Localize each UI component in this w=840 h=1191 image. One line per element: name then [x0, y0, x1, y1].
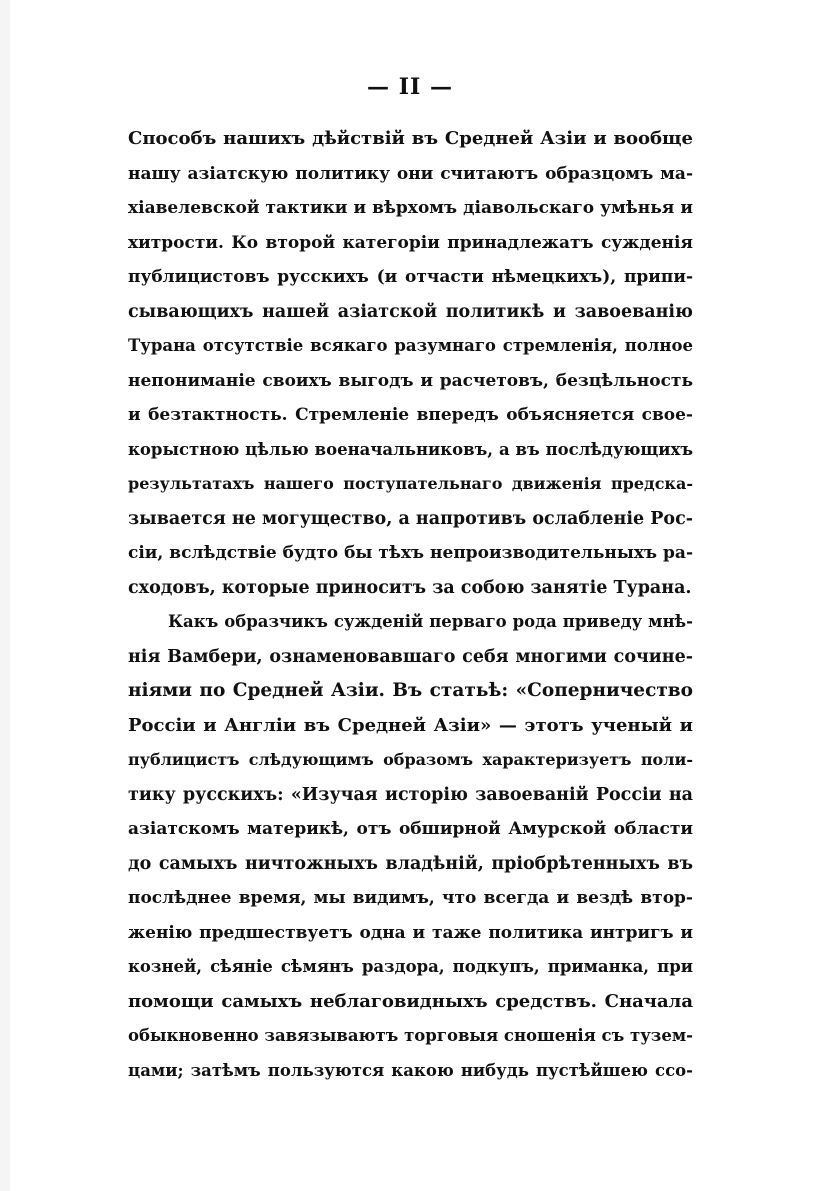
text-line: послѣднее время, мы видимъ, что всегда и вездѣ втор-: [128, 888, 693, 908]
text-line: сходовъ, которые приноситъ за собою занятіе Турана.: [128, 577, 692, 598]
text-line: азіатскомъ материкѣ, отъ обширной Амурской области: [128, 819, 693, 839]
text-line: и безтактность. Стремленіе впередъ объясняется свое-: [128, 405, 693, 425]
text-line: корыстною цѣлью военачальниковъ, а въ послѣдующихъ: [128, 439, 693, 459]
text-line: цами; затѣмъ пользуются какою нибудь пустѣйшею ссо-: [128, 1060, 693, 1080]
text-line: публицистъ слѣдующимъ образомъ характеризуетъ поли-: [128, 750, 693, 769]
text-line: Способъ нашихъ дѣйствій въ Средней Азіи и вообще: [128, 128, 693, 149]
text-line: хіавелевской тактики и вѣрхомъ діавольскаго умѣнья и: [128, 198, 693, 218]
text-line: зывается не могущество, а напротивъ ослабленіе Рос-: [128, 508, 693, 529]
text-line: тику русскихъ: «Изучая исторію завоеваній Россіи на: [128, 784, 693, 805]
body-text: [128, 122, 693, 1088]
text-line: козней, сѣяніе сѣмянъ раздора, подкупъ, приманка, при: [128, 957, 693, 976]
text-line: сывающихъ нашей азіатской политикѣ и завоеванію: [128, 301, 693, 322]
text-line: публицистовъ русскихъ (и отчасти нѣмецкихъ), припи-: [128, 267, 693, 287]
text-line: женію предшествуетъ одна и таже политика интригъ и: [128, 922, 693, 943]
text-line: хитрости. Ко второй категоріи принадлежатъ сужденія: [128, 232, 693, 253]
paragraph: [128, 122, 693, 605]
text-line: ніями по Средней Азіи. Въ статьѣ: «Соперничество: [128, 680, 693, 701]
text-line: Турана отсутствіе всякаго разумнаго стремленія, полное: [128, 336, 693, 355]
text-line: Какъ образчикъ сужденій перваго рода приведу мнѣ-: [168, 612, 693, 631]
text-line: нія Вамбери, ознаменовавшаго себя многими сочине-: [128, 646, 693, 667]
text-line: обыкновенно завязываютъ торговыя сношенія съ тузем-: [128, 1026, 693, 1045]
text-line: сіи, вслѣдствіе будто бы тѣхъ непроизводительныхъ ра-: [128, 543, 693, 563]
page-number-header: — II —: [367, 74, 453, 100]
text-line: до самыхъ ничтожныхъ владѣній, пріобрѣтенныхъ въ: [128, 853, 693, 874]
text-line: Россіи и Англіи въ Средней Азіи» — этотъ ученый и: [128, 714, 693, 736]
text-line: нашу азіатскую политику они считаютъ образцомъ ма-: [128, 163, 693, 184]
text-line: помощи самыхъ неблаговидныхъ средствъ. Сначала: [128, 990, 693, 1012]
paragraph: [128, 605, 693, 1088]
text-line: непониманіе своихъ выгодъ и расчетовъ, безцѣльность: [128, 370, 693, 391]
text-line: результатахъ нашего поступательнаго движенія предска-: [128, 474, 693, 493]
